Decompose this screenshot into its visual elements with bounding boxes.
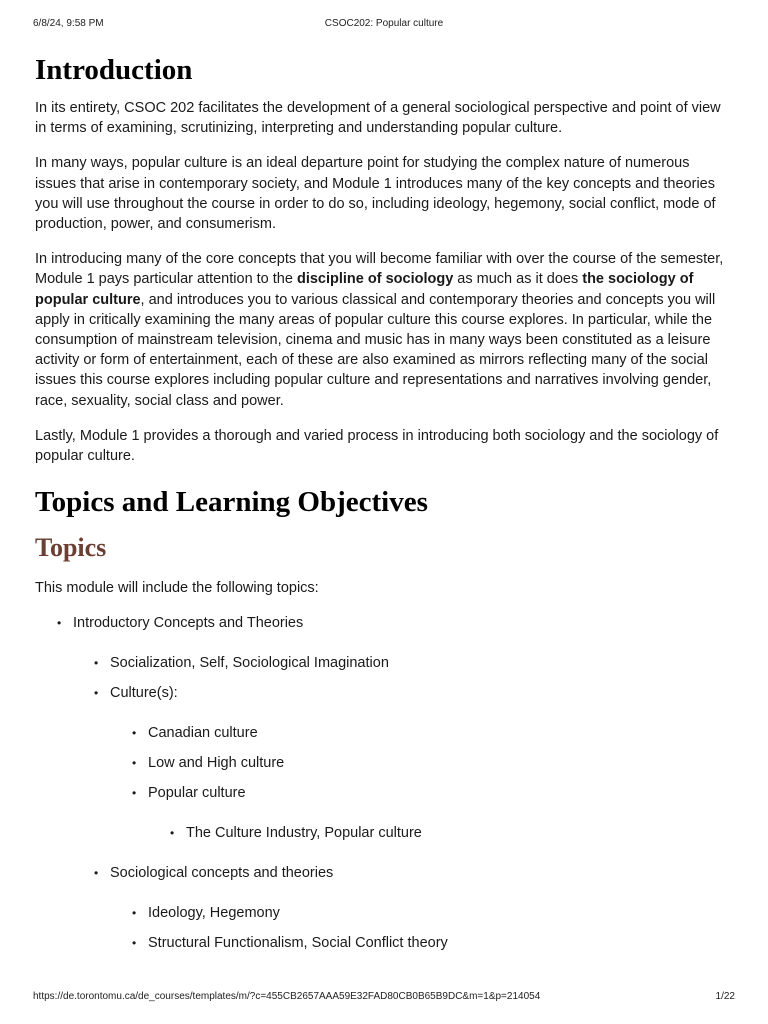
concepts-list [110,903,733,953]
list-item-label: Canadian culture [148,725,258,742]
list-item [132,783,733,843]
list-item-label: Culture(s): [110,685,178,702]
discipline-of-sociology-bold: discipline of sociology [296,271,454,288]
list-item [132,753,733,773]
intro-paragraph-4: Lastly, Module 1 provides a thorough and varied process in introducing both sociology and the sociology of popular culture. [35,427,719,465]
sub-topics-list [73,653,733,953]
bullet-icon: • [94,686,99,701]
bullet-icon: • [57,616,62,631]
list-item [170,823,733,843]
list-item [132,933,733,953]
list-item-label: Popular culture [148,785,246,802]
list-item [94,863,733,953]
list-item-label: Introductory Concepts and Theories [73,615,304,632]
bullet-icon: • [132,906,137,921]
page-url: https://de.torontomu.ca/de_courses/templates/m/?c=455CB2657AAA59E32FAD80CB0B65B9DC&m=1&p=214054 [33,991,541,1002]
page-content [35,52,733,973]
bullet-icon: • [94,866,99,881]
list-item-label: Low and High culture [148,755,285,772]
print-footer [33,991,735,1005]
intro-p3-text-c: as much as it does [453,271,583,288]
print-header [33,18,735,32]
list-item [94,683,733,843]
bullet-icon: • [132,786,137,801]
sociology-of-popular-culture-bold: the sociology of popular culture [35,271,694,308]
popular-culture-list [148,823,733,843]
bullet-icon: • [132,756,137,771]
intro-p3-text-e: , and introduces you to various classical and contemporary theories and concepts you will apply in critically examining the many areas of popular culture this course explores. In particular, while the consumption of mainstream television, cinema and music has in many ways been constituted as a leisure activity or form of entertainment, each of these are also examined as mirrors reflecting many of the social issues this course explores including popular culture and representations and narratives involving gender, race, sexuality, social class and power. [35,291,716,409]
list-item [132,903,733,923]
intro-paragraph-2: In many ways, popular culture is an ideal departure point for studying the complex nature of numerous issues that arise in contemporary society, and Module 1 introduces many of the key concepts and theories you will use throughout the course in order to do so, including ideology, hegemony, social conflict, mode of production, power, and consumerism. [35,155,716,233]
list-item [94,653,733,673]
list-item-label: Socialization, Self, Sociological Imagination [110,655,389,672]
topics-objectives-heading: Topics and Learning Objectives [35,486,428,519]
list-item [132,723,733,743]
topics-intro: This module will include the following topics: [35,580,319,597]
topics-subheading: Topics [35,533,107,563]
intro-p3-text-a: In introducing many of the core concepts that you will become familiar with over the course of the semester, Module 1 pays particular attention to the [35,251,724,288]
intro-paragraph-3 [35,249,733,411]
print-datetime: 6/8/24, 9:58 PM [33,18,104,29]
bullet-icon: • [170,826,175,841]
introduction-heading: Introduction [35,54,193,86]
list-item-label: Structural Functionalism, Social Conflict theory [148,935,448,952]
page-number: 1/22 [715,991,735,1002]
topics-list [35,613,733,953]
bullet-icon: • [132,936,137,951]
bullet-icon: • [132,726,137,741]
intro-paragraph-1: In its entirety, CSOC 202 facilitates the development of a general sociological perspective and point of view in terms of examining, scrutinizing, interpreting and understanding popular culture. [35,100,721,137]
list-item-label: The Culture Industry, Popular culture [186,825,422,842]
list-item-label: Ideology, Hegemony [148,905,280,922]
list-item-label: Sociological concepts and theories [110,865,334,882]
print-page-title: CSOC202: Popular culture [324,18,444,29]
list-item [57,613,733,953]
culture-list [110,723,733,843]
bullet-icon: • [94,656,99,671]
